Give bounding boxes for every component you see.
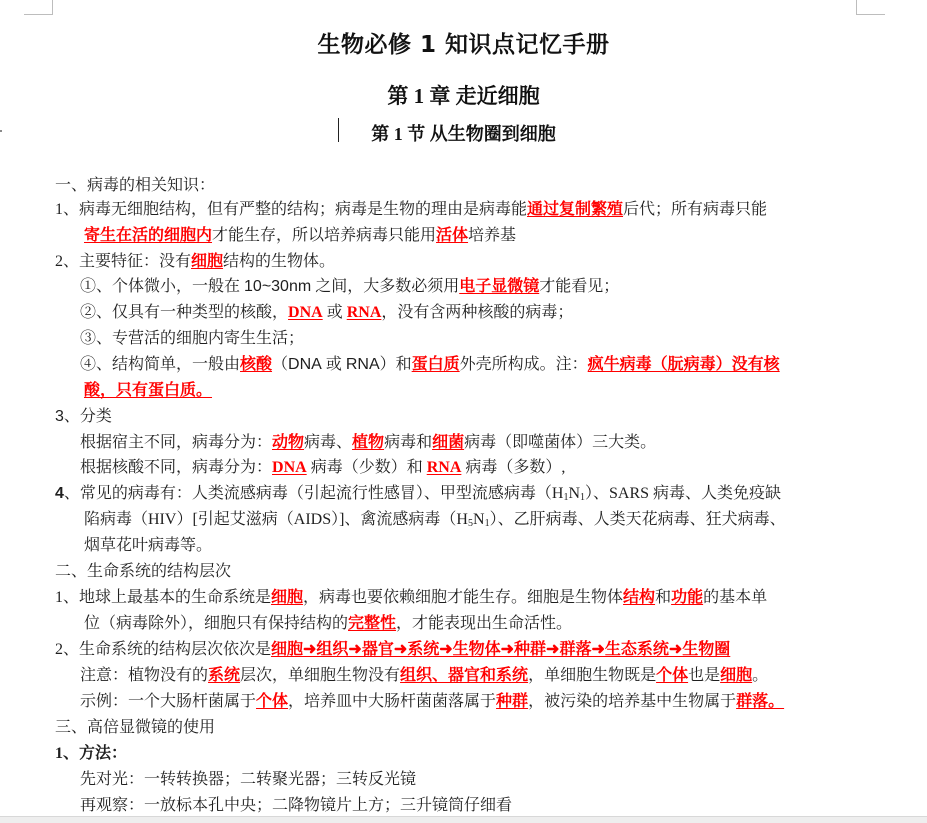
page-corner-mark-left	[24, 0, 53, 15]
text-line	[80, 665, 768, 687]
text-line	[55, 561, 231, 583]
subscript: 1	[580, 492, 586, 503]
text-line	[80, 354, 780, 376]
text-run: 二、生命系统的结构层次	[55, 563, 232, 580]
keyword-highlight: DNA	[272, 459, 307, 476]
text-run: 3	[55, 408, 64, 425]
text-line	[55, 639, 730, 661]
text-run: 2、生命系统的结构层次依次是	[55, 641, 272, 658]
text-run: 层次，单细胞生物没有	[240, 667, 401, 684]
text-run: 、分类	[63, 408, 112, 425]
text-run: RNA	[345, 356, 380, 373]
text-line	[80, 302, 573, 324]
text-run: N	[473, 511, 485, 528]
subscript: 5	[468, 518, 473, 529]
text-run: N	[568, 485, 581, 502]
text-run: 一、病毒的相关知识：	[55, 177, 216, 194]
text-line	[55, 587, 767, 609]
keyword-highlight: 通过复制繁殖	[527, 201, 624, 218]
text-run: DNA	[288, 356, 322, 373]
text-line	[84, 613, 572, 635]
text-run: ）、乙肝病毒、人类天花病毒、狂犬病毒、	[489, 511, 786, 528]
keyword-highlight: 功能	[671, 589, 704, 606]
text-run: ④、结构简单，一般由	[80, 356, 241, 373]
text-line	[80, 276, 619, 298]
text-run: 病毒（即噬菌体）三大类。	[464, 434, 657, 451]
text-line	[55, 175, 215, 197]
keyword-highlight: 酸，只有蛋白质。	[84, 382, 213, 399]
text-run: 病毒、	[304, 434, 353, 451]
text-line	[84, 535, 212, 557]
text-run: 或	[321, 356, 346, 373]
text-run: 病毒（少数）和	[306, 459, 427, 476]
text-line	[55, 251, 335, 273]
keyword-highlight: 细菌	[432, 434, 465, 451]
text-run: 烟草花叶病毒等。	[84, 537, 213, 554]
text-line	[55, 199, 767, 221]
text-run: ，病毒也要依赖细胞才能生存。细胞是生物体	[303, 589, 624, 606]
text-line	[80, 457, 565, 479]
text-run: 陷病毒（HIV）[引起艾滋病（AIDS）]、禽流感病毒（H	[84, 511, 468, 528]
chapter-title: 第 1 章 走近细胞	[387, 84, 540, 108]
text-run: 1、病毒无细胞结构，但有严整的结构；病毒是生物的理由是病毒能	[55, 201, 528, 218]
text-line	[84, 509, 786, 531]
text-run: 病毒（多数）,	[461, 459, 566, 476]
keyword-highlight: 细胞	[271, 589, 304, 606]
section-title: 第 1 节 从生物圈到细胞	[371, 124, 556, 144]
text-run: 结构的生物体。	[223, 253, 336, 270]
text-line	[55, 406, 112, 428]
keyword-highlight: 动物	[272, 434, 305, 451]
text-run: 才能生存，所以培养病毒只能用	[212, 227, 437, 244]
text-run: 示例：一个大肠杆菌属于	[80, 693, 257, 710]
text-run: （	[272, 356, 289, 373]
keyword-highlight: 植物	[352, 434, 385, 451]
text-line	[80, 328, 304, 350]
keyword-highlight: DNA	[288, 304, 323, 321]
text-run: 先对光：一转转换器；二转聚光器；三转反光镜	[80, 771, 417, 788]
text-line	[84, 380, 212, 402]
text-run: 才能看见；	[539, 278, 620, 295]
text-line	[55, 483, 781, 505]
text-line	[55, 717, 215, 739]
text-run: 注意：植物没有的	[80, 667, 209, 684]
text-run: 1、地球上最基本的生命系统是	[55, 589, 272, 606]
page-corner-mark-right	[856, 0, 885, 15]
text-run: ，被污染的培养基中生物属于	[528, 693, 737, 710]
keyword-highlight: 个体	[656, 667, 689, 684]
text-run: 10~30nm	[244, 278, 312, 295]
keyword-highlight: 群落。	[736, 693, 785, 710]
text-line	[80, 432, 656, 454]
keyword-highlight: 疯牛病毒（朊病毒）没有核	[587, 356, 780, 373]
keyword-highlight: 核酸	[240, 356, 273, 373]
text-run: ，没有含两种核酸的病毒；	[381, 304, 574, 321]
keyword-highlight: 寄生在活的细胞内	[84, 227, 213, 244]
text-run: 1、方法：	[55, 745, 128, 762]
text-run: ，培养皿中大肠杆菌菌落属于	[288, 693, 497, 710]
keyword-highlight: 活体	[436, 227, 469, 244]
text-cursor	[338, 118, 339, 142]
text-run: 和	[655, 589, 672, 606]
keyword-highlight: 细胞➜组织➜器官➜系统➜生物体➜种群➜群落➜生态系统➜生物圈	[271, 641, 731, 658]
keyword-highlight: 组织、器官和系统	[400, 667, 529, 684]
text-run: 2、主要特征：没有	[55, 253, 192, 270]
text-run: ）、SARS 病毒、人类免疫缺	[585, 485, 782, 502]
text-run: 之间，大多数必须用	[311, 278, 460, 295]
text-line	[80, 769, 416, 791]
text-run: 也是	[688, 667, 721, 684]
text-run: 4	[55, 485, 64, 502]
text-run: ）和	[379, 356, 412, 373]
text-run: 病毒和	[384, 434, 433, 451]
text-line	[80, 691, 784, 713]
keyword-highlight: 细胞	[720, 667, 753, 684]
text-run: ，单细胞生物既是	[528, 667, 657, 684]
keyword-highlight: 完整性	[348, 615, 397, 632]
text-run: 根据宿主不同，病毒分为：	[80, 434, 273, 451]
text-run: 后代；所有病毒只能	[623, 201, 768, 218]
text-run: 、常见的病毒有：人类流感病毒（引起流行性感冒）、甲型流感病毒（H	[63, 485, 564, 502]
text-run: 根据核酸不同，病毒分为：	[80, 459, 273, 476]
text-run: 再观察：一放标本孔中央；二降物镜片上方；三升镜筒仔细看	[80, 797, 513, 814]
text-run: ①、个体微小，一般在	[80, 278, 245, 295]
keyword-highlight: RNA	[426, 459, 462, 476]
keyword-highlight: 种群	[496, 693, 529, 710]
text-line	[80, 795, 512, 817]
text-run: 培养基	[468, 227, 517, 244]
keyword-highlight: 电子显微镜	[459, 278, 540, 295]
document-title: 生物必修 1 知识点记忆手册	[317, 32, 610, 58]
text-run: ，才能表现出生命活性。	[396, 615, 573, 632]
text-run: ③、专营活的细胞内寄生生活；	[80, 330, 305, 347]
text-run: ②、仅具有一种类型的核酸，	[80, 304, 289, 321]
subscript: 1	[563, 492, 569, 503]
text-run: 或	[322, 304, 347, 321]
keyword-highlight: 个体	[256, 693, 289, 710]
keyword-highlight: RNA	[346, 304, 382, 321]
text-run: 位（病毒除外），细胞只有保持结构的	[84, 615, 349, 632]
text-line	[55, 743, 127, 765]
keyword-highlight: 结构	[623, 589, 656, 606]
keyword-highlight: 系统	[208, 667, 241, 684]
keyword-highlight: 细胞	[191, 253, 224, 270]
text-run: 的基本单	[703, 589, 768, 606]
subscript: 1	[484, 518, 490, 529]
text-run: 。	[752, 667, 769, 684]
text-run: 外壳所构成。注：	[459, 356, 588, 373]
text-line	[84, 225, 516, 247]
text-run: 三、高倍显微镜的使用	[55, 719, 216, 736]
keyword-highlight: 蛋白质	[411, 356, 460, 373]
